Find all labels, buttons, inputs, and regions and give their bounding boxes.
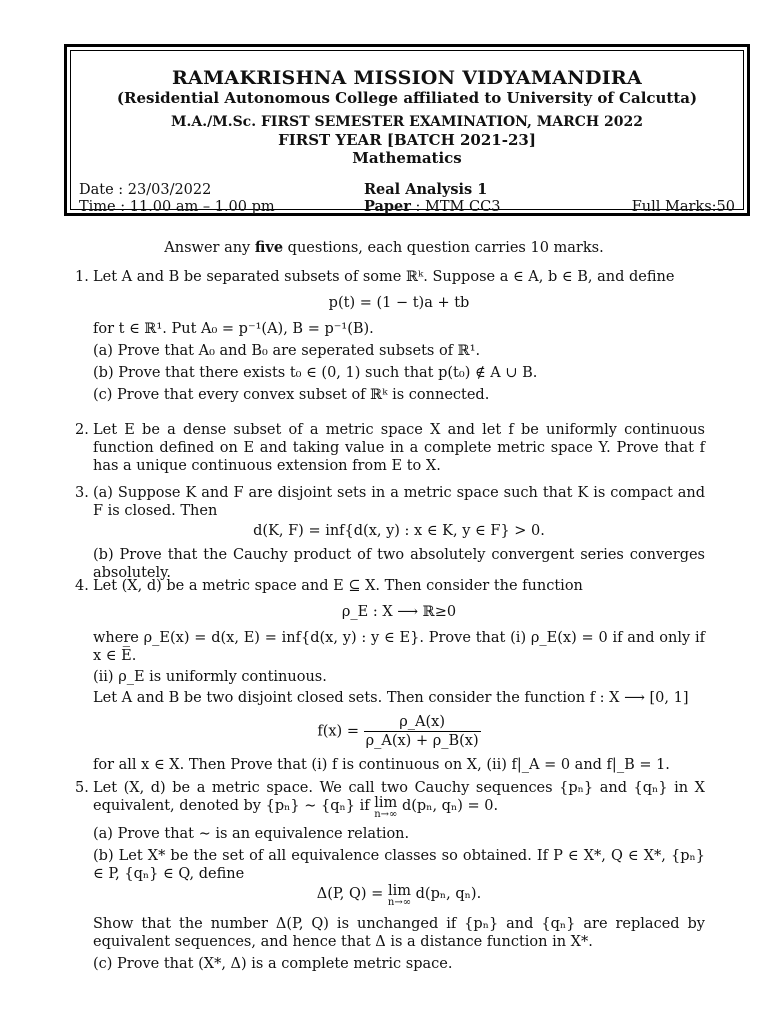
paper-label: Paper xyxy=(364,198,411,215)
fraction xyxy=(364,713,481,750)
eq-rhs: d(pₙ, qₙ). xyxy=(411,886,482,902)
question-text: Let A and B be two disjoint closed sets. Then consider the function f : X ⟶ [0, 1] xyxy=(93,690,689,706)
question-part: (b) Prove that there exists t₀ ∈ (0, 1) such that p(t₀) ∉ A ∪ B. xyxy=(93,365,538,381)
question-number: 1. xyxy=(75,269,89,285)
question-text: Show that the number Δ(P, Q) is unchanged if {pₙ} and {qₙ} are replaced by equivalent sequences, and hence that Δ is a distance function in X*. xyxy=(93,916,705,950)
lim-word: lim xyxy=(387,883,411,899)
lim-subscript: n→∞ xyxy=(387,897,412,908)
question-5 xyxy=(75,779,705,973)
question-number: 5. xyxy=(75,780,89,796)
exam-title: M.A./M.Sc. FIRST SEMESTER EXAMINATION, MARCH 2022 xyxy=(170,114,643,130)
paper-value: : MTM CC3 xyxy=(415,199,501,215)
course-name: Real Analysis 1 xyxy=(364,181,488,198)
exam-date: Date : 23/03/2022 xyxy=(79,182,212,198)
question-text: (ii) ρ_E is uniformly continuous. xyxy=(93,669,327,685)
question-text: Let (X, d) be a metric space and E ⊆ X. Then consider the function xyxy=(93,578,583,594)
full-marks: Full Marks:50 xyxy=(631,199,735,215)
affiliation-line: (Residential Autonomous College affiliated to University of Calcutta) xyxy=(116,89,698,107)
instruction-emphasis: five xyxy=(254,239,284,256)
header-row-time xyxy=(79,198,735,216)
instruction-pre: Answer any xyxy=(164,240,255,256)
question-part: (c) Prove that every convex subset of ℝᵏ is connected. xyxy=(93,387,490,403)
question-number: 4. xyxy=(75,578,89,594)
fraction-equation xyxy=(93,713,705,750)
limit-operator xyxy=(374,797,397,821)
question-part: (a) Suppose K and F are disjoint sets in a metric space such that K is compact and F is closed. Then xyxy=(93,485,705,519)
question-number: 2. xyxy=(75,422,89,438)
equation xyxy=(93,885,705,909)
question-part: (c) Prove that (X*, Δ) is a complete metric space. xyxy=(93,956,453,972)
paper-code xyxy=(364,198,500,216)
question-number: 3. xyxy=(75,485,89,501)
question-text xyxy=(93,779,705,821)
question-text: Let A and B be separated subsets of some ℝᵏ. Suppose a ∈ A, b ∈ B, and define xyxy=(93,269,675,285)
question-part: (a) Prove that A₀ and B₀ are seperated subsets of ℝ¹. xyxy=(93,343,481,359)
limit-operator xyxy=(388,885,411,909)
question-4 xyxy=(75,577,705,774)
text-segment: Let (X, d) be a metric space. We call two Cauchy sequences {pₙ} and {qₙ} in X equivalent, denoted by {pₙ} ∼ {qₙ} if xyxy=(93,780,705,814)
question-2 xyxy=(75,421,705,475)
equation: ρ_E : X ⟶ ℝ≥0 xyxy=(341,604,457,620)
equation: p(t) = (1 − t)a + tb xyxy=(328,295,470,311)
fraction-numerator: ρ_A(x) xyxy=(364,713,481,732)
exam-header-box xyxy=(64,44,750,216)
equation-lhs: f(x) = xyxy=(317,723,359,740)
fraction-denominator: ρ_A(x) + ρ_B(x) xyxy=(365,733,479,749)
equation: d(K, F) = inf{d(x, y) : x ∈ K, y ∈ F} > 0. xyxy=(253,523,545,539)
exam-header-inner-border xyxy=(70,50,744,215)
question-text: Let E be a dense subset of a metric space X and let f be uniformly continuous function defined on E and taking value in a complete metric space Y. Prove that f has a unique continuous extension from E to X. xyxy=(93,422,705,474)
question-1 xyxy=(75,268,705,404)
lim-subscript: n→∞ xyxy=(374,809,398,820)
question-text: for t ∈ ℝ¹. Put A₀ = p⁻¹(A), B = p⁻¹(B). xyxy=(93,321,374,337)
question-text: for all x ∈ X. Then Prove that (i) f is continuous on X, (ii) f|_A = 0 and f|_B = 1. xyxy=(93,757,670,773)
exam-time: Time : 11.00 am – 1.00 pm xyxy=(79,199,275,215)
question-3 xyxy=(75,484,705,582)
batch-year: FIRST YEAR [BATCH 2021-23] xyxy=(278,131,536,149)
institution-name: RAMAKRISHNA MISSION VIDYAMANDIRA xyxy=(171,67,643,89)
question-part: (a) Prove that ∼ is an equivalence relation. xyxy=(93,826,410,842)
instruction-post: questions, each question carries 10 marks. xyxy=(283,240,604,256)
lim-word: lim xyxy=(374,795,398,811)
question-text: where ρ_E(x) = d(x, E) = inf{d(x, y) : y ∈ E}. Prove that (i) ρ_E(x) = 0 if and only if x ∈ E̅. xyxy=(93,630,705,664)
subject-name: Mathematics xyxy=(352,149,462,167)
question-part: (b) Let X* be the set of all equivalence classes so obtained. If P ∈ X*, Q ∈ X*, {pₙ} ∈ P, {qₙ} ∈ Q, define xyxy=(93,848,705,882)
question-part: (b) Prove that the Cauchy product of two absolutely convergent series converges absolutely. xyxy=(93,547,705,581)
eq-lhs: Δ(P, Q) = xyxy=(316,886,388,902)
header-row-date xyxy=(79,181,735,199)
exam-instruction xyxy=(0,239,768,257)
text-segment: d(pₙ, qₙ) = 0. xyxy=(397,798,499,814)
